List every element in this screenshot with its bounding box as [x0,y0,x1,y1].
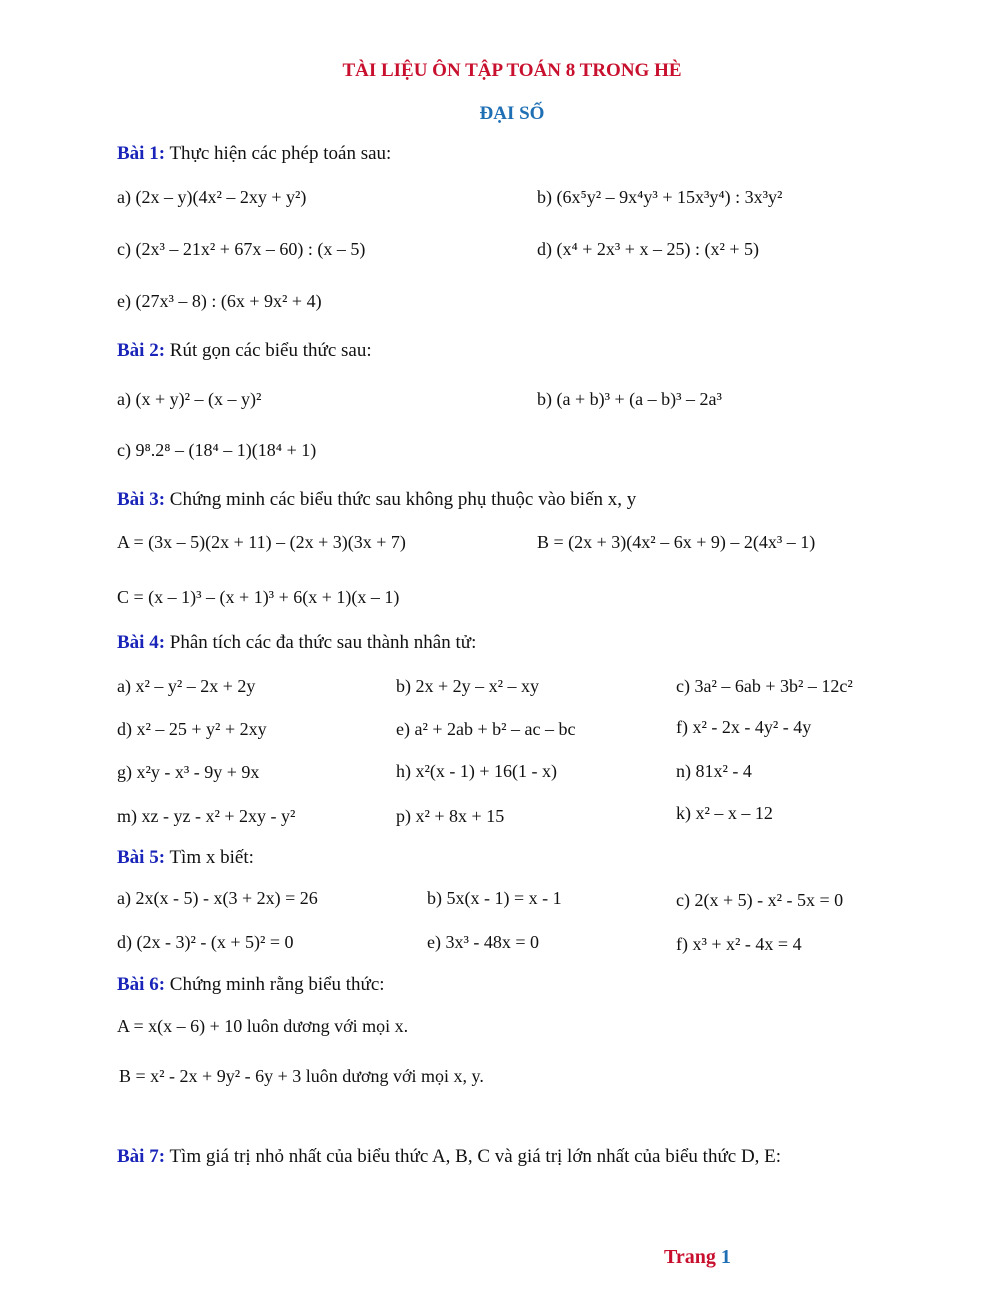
exercise-3-label: Bài 3: [117,489,166,510]
exercise-2-item-b: b) (a + b)³ + (a – b)³ – 2a³ [537,389,722,409]
exercise-7-text: Tìm giá trị nhỏ nhất của biểu thức A, B, C và giá trị lớn nhất của biểu thức D, E: [169,1146,782,1167]
exercise-4-label: Bài 4: [117,632,166,653]
exercise-4-item-c: c) 3a² – 6ab + 3b² – 12c² [676,676,853,696]
exercise-4-text: Phân tích các đa thức sau thành nhân tử: [169,632,477,653]
document-title: TÀI LIỆU ÔN TẬP TOÁN 8 TRONG HÈ [342,60,682,81]
exercise-4-item-f: f) x² - 2x - 4y² - 4y [676,717,812,737]
exercise-5-label: Bài 5: [117,847,166,868]
exercise-4-item-g: g) x²y - x³ - 9y + 9x [117,762,260,782]
exercise-1-text: Thực hiện các phép toán sau: [169,143,392,164]
exercise-6-item-A: A = x(x – 6) + 10 luôn dương với mọi x. [117,1016,409,1036]
exercise-3-text: Chứng minh các biểu thức sau không phụ thuộc vào biến x, y [169,489,637,510]
exercise-4-item-h: h) x²(x - 1) + 16(1 - x) [396,761,558,781]
exercise-2-item-c: c) 9⁸.2⁸ – (18⁴ – 1)(18⁴ + 1) [117,440,317,460]
exercise-1-item-b: b) (6x⁵y² – 9x⁴y³ + 15x³y⁴) : 3x³y² [537,187,783,207]
exercise-3-item-B: B = (2x + 3)(4x² – 6x + 9) – 2(4x³ – 1) [537,532,816,552]
page-word: Trang [664,1246,716,1268]
page-number-value: 1 [720,1246,731,1268]
exercise-4-item-b: b) 2x + 2y – x² – xy [396,676,540,696]
exercise-1-label: Bài 1: [117,143,166,164]
exercise-5-item-a: a) 2x(x - 5) - x(3 + 2x) = 26 [117,888,318,908]
exercise-4-item-e: e) a² + 2ab + b² – ac – bc [396,719,576,739]
exercise-1-item-e: e) (27x³ – 8) : (6x + 9x² + 4) [117,291,322,311]
exercise-4-item-k: k) x² – x – 12 [676,803,773,823]
exercise-4-item-a: a) x² – y² – 2x + 2y [117,676,256,696]
exercise-1-item-a: a) (2x – y)(4x² – 2xy + y²) [117,187,307,207]
exercise-5-item-b: b) 5x(x - 1) = x - 1 [427,888,562,908]
exercise-5-heading [117,847,254,869]
exercise-7-heading [117,1146,781,1168]
exercise-4-item-d: d) x² – 25 + y² + 2xy [117,719,267,739]
exercise-5-item-d: d) (2x - 3)² - (x + 5)² = 0 [117,932,294,952]
exercise-4-heading [117,632,476,654]
section-title: ĐẠI SỐ [479,103,545,124]
exercise-1-item-c: c) (2x³ – 21x² + 67x – 60) : (x – 5) [117,239,366,259]
exercise-4-item-p: p) x² + 8x + 15 [396,806,505,826]
exercise-3-heading [117,489,636,511]
exercise-5-text: Tìm x biết: [169,847,254,868]
exercise-5-item-c: c) 2(x + 5) - x² - 5x = 0 [676,890,844,910]
exercise-4-item-n: n) 81x² - 4 [676,761,752,781]
exercise-6-heading [117,974,385,996]
exercise-6-text: Chứng minh rằng biểu thức: [169,974,385,995]
exercise-2-label: Bài 2: [117,340,166,361]
exercise-5-item-f: f) x³ + x² - 4x = 4 [676,934,802,954]
exercise-4-item-m: m) xz - yz - x² + 2xy - y² [117,806,296,826]
exercise-1-item-d: d) (x⁴ + 2x³ + x – 25) : (x² + 5) [537,239,759,259]
exercise-3-item-C: C = (x – 1)³ – (x + 1)³ + 6(x + 1)(x – 1) [117,587,400,607]
exercise-2-text: Rút gọn các biểu thức sau: [169,340,372,361]
exercise-2-heading [117,340,372,362]
page-number [664,1246,731,1269]
exercise-6-item-B: B = x² - 2x + 9y² - 6y + 3 luôn dương với mọi x, y. [119,1066,484,1086]
exercise-3-item-A: A = (3x – 5)(2x + 11) – (2x + 3)(3x + 7) [117,532,406,552]
exercise-5-item-e: e) 3x³ - 48x = 0 [427,932,540,952]
exercise-6-label: Bài 6: [117,974,166,995]
exercise-7-label: Bài 7: [117,1146,166,1167]
exercise-1-heading [117,143,391,165]
exercise-2-item-a: a) (x + y)² – (x – y)² [117,389,262,409]
